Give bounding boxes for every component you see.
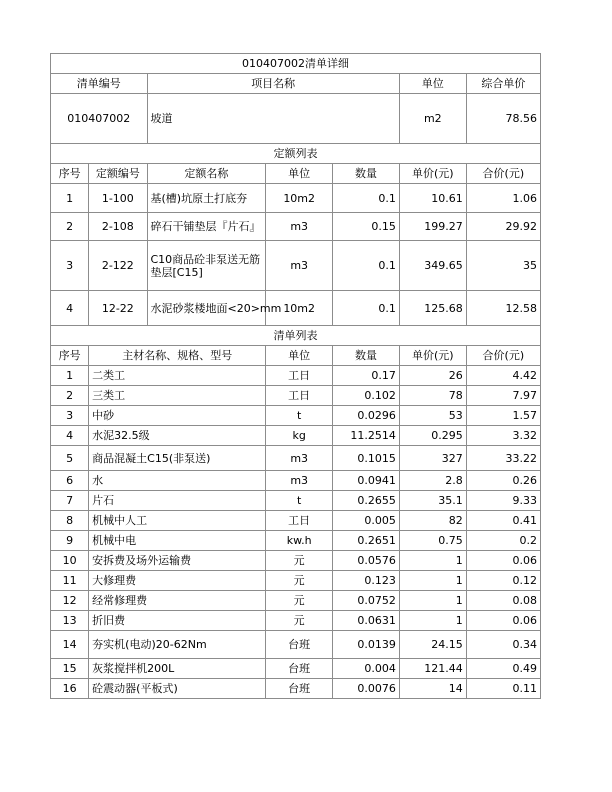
quota-header-no: 序号 [51,164,89,184]
material-name: 商品混凝土C15(非泵送) [89,446,266,471]
material-section-row [51,326,541,346]
material-total: 33.22 [466,446,540,471]
item-code: 010407002 [51,94,148,144]
material-unit: m3 [266,471,333,491]
material-row [51,366,541,386]
material-qty: 0.005 [333,511,400,531]
material-total: 0.11 [466,679,540,699]
quota-header-qty: 数量 [333,164,400,184]
material-qty: 0.123 [333,571,400,591]
quota-unit: 10m2 [266,291,333,326]
material-unit: 元 [266,571,333,591]
material-no: 9 [51,531,89,551]
material-qty: 0.0752 [333,591,400,611]
material-unit: t [266,491,333,511]
material-row [51,631,541,659]
material-no: 3 [51,406,89,426]
material-rows [51,366,541,699]
material-qty: 0.0076 [333,679,400,699]
material-total: 0.08 [466,591,540,611]
quota-name: 基(槽)坑原土打底夯 [147,184,266,213]
quota-total: 35 [466,241,540,291]
quota-header-name: 定额名称 [147,164,266,184]
quota-total: 1.06 [466,184,540,213]
material-no: 1 [51,366,89,386]
material-name: 三类工 [89,386,266,406]
material-section-title: 清单列表 [51,326,541,346]
material-header-unit: 单位 [266,346,333,366]
material-total: 1.57 [466,406,540,426]
material-price: 24.15 [399,631,466,659]
quota-total: 29.92 [466,213,540,241]
material-no: 7 [51,491,89,511]
material-row [51,471,541,491]
material-qty: 11.2514 [333,426,400,446]
material-qty: 0.17 [333,366,400,386]
quota-row [51,241,541,291]
material-qty: 0.0576 [333,551,400,571]
material-unit: 台班 [266,659,333,679]
material-total: 3.32 [466,426,540,446]
material-no: 12 [51,591,89,611]
material-no: 13 [51,611,89,631]
material-unit: t [266,406,333,426]
material-name: 大修理费 [89,571,266,591]
quota-no: 2 [51,213,89,241]
material-qty: 0.0139 [333,631,400,659]
quota-row [51,184,541,213]
material-no: 5 [51,446,89,471]
quota-no: 4 [51,291,89,326]
material-unit: 元 [266,611,333,631]
material-price: 121.44 [399,659,466,679]
material-total: 9.33 [466,491,540,511]
material-no: 14 [51,631,89,659]
title-row [51,54,541,74]
material-no: 16 [51,679,89,699]
material-qty: 0.1015 [333,446,400,471]
quota-price: 125.68 [399,291,466,326]
quota-name: 水泥砂浆楼地面<20>mm [147,291,266,326]
quota-header-unit: 单位 [266,164,333,184]
material-price: 1 [399,571,466,591]
material-row [51,591,541,611]
quota-code: 12-22 [89,291,147,326]
header-unit: 单位 [399,74,466,94]
material-unit: kg [266,426,333,446]
material-price: 1 [399,611,466,631]
material-total: 0.06 [466,551,540,571]
quota-price: 349.65 [399,241,466,291]
item-unit: m2 [399,94,466,144]
material-no: 15 [51,659,89,679]
material-qty: 0.2655 [333,491,400,511]
quota-code: 2-122 [89,241,147,291]
material-unit: 元 [266,591,333,611]
item-name: 坡道 [147,94,399,144]
material-price: 78 [399,386,466,406]
material-header-price: 单价(元) [399,346,466,366]
quota-qty: 0.1 [333,291,400,326]
quota-price: 199.27 [399,213,466,241]
header-name: 项目名称 [147,74,399,94]
material-no: 2 [51,386,89,406]
material-unit: 台班 [266,679,333,699]
material-header-total: 合价(元) [466,346,540,366]
quota-header-code: 定额编号 [89,164,147,184]
quota-no: 3 [51,241,89,291]
material-name: 中砂 [89,406,266,426]
material-header-row [51,346,541,366]
material-unit: m3 [266,446,333,471]
material-price: 53 [399,406,466,426]
material-price: 0.295 [399,426,466,446]
material-total: 0.34 [466,631,540,659]
material-no: 10 [51,551,89,571]
header-price: 综合单价 [466,74,540,94]
item-row [51,94,541,144]
quota-unit: 10m2 [266,184,333,213]
material-unit: 工日 [266,386,333,406]
material-name: 经常修理费 [89,591,266,611]
material-price: 82 [399,511,466,531]
material-total: 0.41 [466,511,540,531]
material-row [51,571,541,591]
material-row [51,511,541,531]
material-price: 35.1 [399,491,466,511]
quota-row [51,213,541,241]
material-name: 水 [89,471,266,491]
material-name: 片石 [89,491,266,511]
quota-section-title: 定额列表 [51,144,541,164]
quota-header-row [51,164,541,184]
material-total: 0.49 [466,659,540,679]
material-total: 7.97 [466,386,540,406]
material-name: 砼震动器(平板式) [89,679,266,699]
item-price: 78.56 [466,94,540,144]
material-name: 安拆费及场外运输费 [89,551,266,571]
material-qty: 0.102 [333,386,400,406]
quota-qty: 0.15 [333,213,400,241]
material-row [51,446,541,471]
material-qty: 0.0941 [333,471,400,491]
quota-row [51,291,541,326]
material-no: 8 [51,511,89,531]
material-unit: kw.h [266,531,333,551]
material-price: 1 [399,591,466,611]
material-row [51,386,541,406]
material-total: 0.06 [466,611,540,631]
material-row [51,611,541,631]
material-qty: 0.2651 [333,531,400,551]
material-row [51,659,541,679]
quota-total: 12.58 [466,291,540,326]
material-row [51,491,541,511]
header-code: 清单编号 [51,74,148,94]
quota-header-total: 合价(元) [466,164,540,184]
quota-code: 2-108 [89,213,147,241]
material-row [51,679,541,699]
material-header-no: 序号 [51,346,89,366]
material-name: 机械中电 [89,531,266,551]
material-total: 0.12 [466,571,540,591]
material-unit: 工日 [266,366,333,386]
bill-detail-table [50,53,541,699]
material-qty: 0.0296 [333,406,400,426]
material-price: 26 [399,366,466,386]
material-price: 0.75 [399,531,466,551]
quota-qty: 0.1 [333,184,400,213]
quota-section-row [51,144,541,164]
quota-qty: 0.1 [333,241,400,291]
material-qty: 0.0631 [333,611,400,631]
material-unit: 工日 [266,511,333,531]
material-unit: 台班 [266,631,333,659]
quota-price: 10.61 [399,184,466,213]
material-row [51,406,541,426]
material-name: 折旧费 [89,611,266,631]
table-title: 010407002清单详细 [51,54,541,74]
material-price: 2.8 [399,471,466,491]
material-price: 14 [399,679,466,699]
quota-header-price: 单价(元) [399,164,466,184]
material-name: 二类工 [89,366,266,386]
quota-name: 碎石干铺垫层『片石』 [147,213,266,241]
material-name: 水泥32.5级 [89,426,266,446]
material-name: 机械中人工 [89,511,266,531]
material-name: 灰浆搅拌机200L [89,659,266,679]
material-total: 0.26 [466,471,540,491]
material-total: 4.42 [466,366,540,386]
material-row [51,551,541,571]
quota-no: 1 [51,184,89,213]
material-row [51,531,541,551]
material-price: 327 [399,446,466,471]
material-qty: 0.004 [333,659,400,679]
quota-name: C10商品砼非泵送无筋垫层[C15] [147,241,266,291]
material-header-name: 主材名称、规格、型号 [89,346,266,366]
material-no: 6 [51,471,89,491]
material-row [51,426,541,446]
material-total: 0.2 [466,531,540,551]
quota-unit: m3 [266,241,333,291]
header-row [51,74,541,94]
material-price: 1 [399,551,466,571]
quota-code: 1-100 [89,184,147,213]
material-name: 夯实机(电动)20-62Nm [89,631,266,659]
material-unit: 元 [266,551,333,571]
material-no: 4 [51,426,89,446]
quota-unit: m3 [266,213,333,241]
material-header-qty: 数量 [333,346,400,366]
material-no: 11 [51,571,89,591]
